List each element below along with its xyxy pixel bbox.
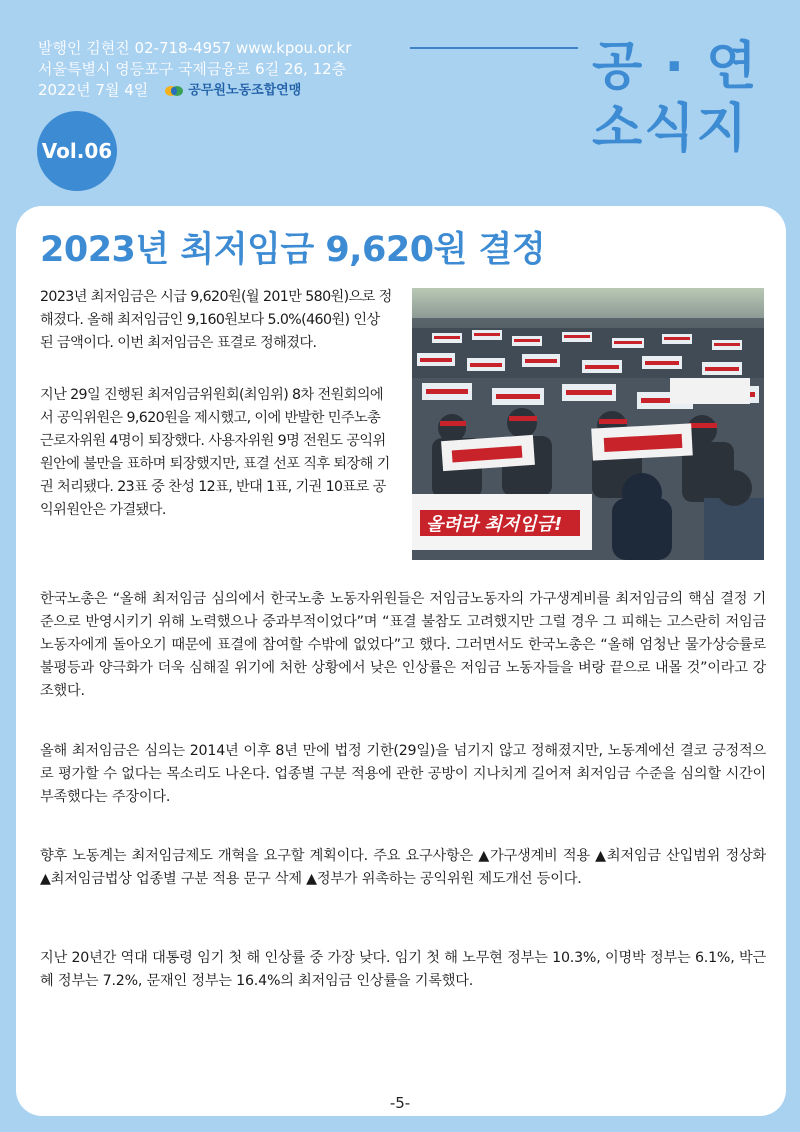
- issue-date: 2022년 7월 4일: [38, 81, 149, 99]
- masthead-line2: 소식지: [592, 99, 749, 159]
- masthead: [592, 36, 772, 160]
- date-row: [38, 80, 351, 101]
- paragraph-2: 지난 29일 진행된 최저임금위원회(최임위) 8차 전원회의에서 공익위원은 9,620원을 제시했고, 이에 반발한 민주노총 근로자위원 4명이 퇴장했다. 사용자위원 9명 전원도 공익위원안에 불만을 표하며 퇴장했지만, 표결 선포 직후 퇴장해 기권 처리됐다. 23표 중 찬성 12표, 반대 1표, 기권 10표로 공익위원안은 가결됐다.: [40, 387, 390, 518]
- paragraph-4: 올해 최저임금은 심의는 2014년 이후 8년 만에 법정 기한(29일)을 넘기지 않고 정해졌지만, 노동계에선 결코 긍정적으로 평가할 수 없다는 목소리도 나온다. 업종별 구분 적용에 관한 공방이 지나치게 길어져 최저임금 수준을 심의할 시간이 부족했다는 주장이다.: [40, 743, 766, 805]
- photo-sign-text: 올려라 최저임금!: [426, 514, 563, 535]
- paragraph-1: 2023년 최저임금은 시급 9,620원(월 201만 580원)으로 정해졌다. 올해 최저임금인 9,160원보다 5.0%(460원) 인상된 금액이다. 이번 최저임금은 표결로 정해졌다.: [40, 289, 392, 351]
- union-name: 공무원노동조합연맹: [188, 83, 302, 98]
- union-emblem-icon: [164, 84, 184, 98]
- paragraph-6: 지난 20년간 역대 대통령 임기 첫 해 인상률 중 가장 낮다. 임기 첫 해 노무현 정부는 10.3%, 이명박 정부는 6.1%, 박근혜 정부는 7.2%, 문재인 정부는 16.4%의 최저임금 인상률을 기록했다.: [40, 950, 766, 989]
- paragraph-3: 한국노총은 “올해 최저임금 심의에서 한국노총 노동자위원들은 저임금노동자의 가구생계비를 최저임금의 핵심 결정 기준으로 반영시키기 위해 노력했으나 중과부적이었다”며 “표결 불참도 고려했지만 그럴 경우 그 피해는 고스란히 저임금 노동자에게 돌아오기 때문에 표결에 참여할 수밖에 없었다”고 했다. 그러면서도 한국노총은 “올해 엄청난 물가상승률로 불평등과 양극화가 더욱 심해질 위기에 처한 상황에서 낮은 인상률은 저임금 노동자들을 벼랑 끝으로 내몰 것”이라고 강조했다.: [40, 591, 766, 699]
- volume-badge: Vol.06: [37, 111, 117, 191]
- paragraph-5: 향후 노동계는 최저임금제도 개혁을 요구할 계획이다. 주요 요구사항은 ▲가구생계비 적용 ▲최저임금 산입범위 정상화 ▲최저임금법상 업종별 구분 적용 문구 삭제 ▲정부가 위촉하는 공익위원 제도개선 등이다.: [40, 848, 766, 887]
- publisher-line: 발행인 김현진 02-718-4957 www.kpou.or.kr: [38, 39, 352, 57]
- header-divider: [410, 47, 578, 49]
- masthead-line1: 공 · 연: [592, 37, 759, 97]
- protest-photo-image: [412, 288, 764, 560]
- protest-photo: [412, 288, 764, 560]
- article-title: 2023년 최저임금 9,620원 결정: [40, 230, 546, 270]
- address-line: 서울특별시 영등포구 국제금융로 6길 26, 12층: [38, 60, 347, 78]
- publisher-info: [38, 38, 351, 101]
- union-logo: [164, 80, 301, 101]
- page-number: -5-: [389, 1094, 411, 1112]
